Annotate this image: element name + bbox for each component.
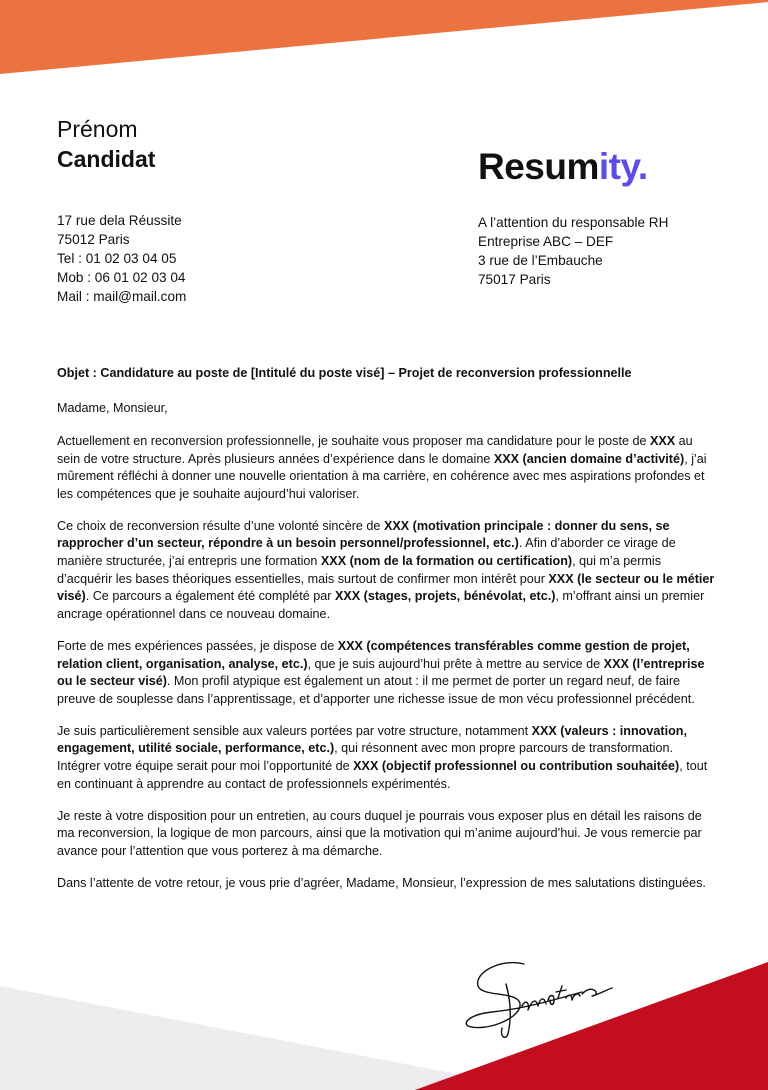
- recipient-city: 75017 Paris: [478, 272, 551, 287]
- recipient-address: [478, 213, 668, 289]
- sender-mail: Mail : mail@mail.com: [57, 289, 187, 304]
- recipient-street: 3 rue de l’Embauche: [478, 253, 603, 268]
- orange-top-band: [0, 0, 768, 74]
- letter-salutation: Madame, Monsieur,: [57, 401, 168, 415]
- p4-text-c: , qui résonnent avec mon propre parcours de transformation. Intégrer votre équipe serait pour moi l’opportunité de: [57, 741, 673, 773]
- p1-text-a: Actuellement en reconversion professionnelle, je souhaite vous proposer ma candidature pour le poste de: [57, 434, 650, 448]
- p2-placeholder-motivation: XXX (motivation principale : donner du sens, se rapprocher d’un secteur, répondre à un besoin personnel/professionnel, etc.): [57, 518, 670, 551]
- p1-text-c: au sein de votre structure. Après plusieurs années d’expérience dans le domaine: [57, 434, 693, 466]
- paragraph-1: [57, 433, 719, 503]
- sender-street: 17 rue dela Réussite: [57, 213, 182, 228]
- p1-placeholder-domain: XXX (ancien domaine d’activité): [493, 451, 685, 466]
- handwritten-signature: [462, 954, 622, 1044]
- p2-text-e: , qui m’a permis d’acquérir les bases théoriques essentielles, mais surtout de confirmer mon intérêt pour: [57, 554, 661, 586]
- sender-city: 75012 Paris: [57, 232, 130, 247]
- resumity-logo: [478, 146, 648, 188]
- sender-address: [57, 211, 186, 306]
- sender-tel: Tel : 01 02 03 04 05: [57, 251, 177, 266]
- p2-placeholder-formation: XXX (nom de la formation ou certification): [320, 554, 573, 569]
- p2-text-c: . Afin d’aborder ce virage de manière structurée, j’ai entrepris une formation: [57, 536, 676, 569]
- p1-placeholder-post: XXX: [649, 434, 676, 448]
- first-name: Prénom: [57, 116, 138, 142]
- paragraph-6: Dans l’attente de votre retour, je vous prie d’agréer, Madame, Monsieur, l’expression de mes salutations distinguées.: [57, 875, 706, 890]
- letter-subject: Objet : Candidature au poste de [Intitulé du poste visé] – Projet de reconversion professionnelle: [57, 366, 632, 380]
- p3-placeholder-skills: XXX (compétences transférables comme gestion de projet, relation client, organisation, analyse, etc.): [57, 638, 690, 671]
- p3-text-c: , que je suis aujourd’hui prête à mettre au service de: [307, 656, 604, 671]
- p3-text-a: Forte de mes expériences passées, je dispose de: [57, 638, 338, 653]
- letter-body: [57, 433, 719, 907]
- p2-placeholder-sector: XXX (le secteur ou le métier visé): [57, 571, 715, 604]
- p3-placeholder-company: XXX (l’entreprise ou le secteur visé): [57, 656, 705, 689]
- p1-text-e: , j’ai mûrement réfléchi à donner une nouvelle orientation à ma carrière, en cohérence avec mes aspirations profondes et les compétences que je souhaite aujourd’hui valoriser.: [57, 451, 707, 501]
- p2-text-i: , m’offrant ainsi un premier ancrage opérationnel dans ce nouveau domaine.: [57, 589, 705, 621]
- p4-text-a: Je suis particulièrement sensible aux valeurs portées par votre structure, notamment: [57, 723, 532, 738]
- p2-text-a: Ce choix de reconversion résulte d’une volonté sincère de: [57, 518, 384, 533]
- sender-mobile: Mob : 06 01 02 03 04: [57, 270, 186, 285]
- logo-main: Resum: [478, 146, 599, 187]
- last-name: Candidat: [57, 146, 156, 172]
- logo-accent: ity.: [598, 146, 648, 187]
- p3-text-e: . Mon profil atypique est également un atout : il me permet de porter un regard neuf, de faire preuve de souplesse dans l’apprentissage, et d’apporter une richesse issue de mon vécu professionnel précédent.: [57, 674, 695, 706]
- paragraph-2: [57, 518, 719, 624]
- p4-placeholder-objective: XXX (objectif professionnel ou contribution souhaitée): [353, 759, 680, 773]
- p4-text-e: , tout en continuant à apprendre au contact de professionnels expérimentés.: [57, 759, 708, 791]
- p4-placeholder-values: XXX (valeurs : innovation, engagement, utilité sociale, performance, etc.): [57, 723, 687, 756]
- paragraph-3: [57, 638, 719, 708]
- recipient-company: Entreprise ABC – DEF: [478, 234, 614, 249]
- recipient-attention: A l’attention du responsable RH: [478, 215, 669, 230]
- p2-placeholder-experience: XXX (stages, projets, bénévolat, etc.): [334, 589, 556, 604]
- paragraph-4: [57, 723, 719, 793]
- paragraph-5: Je reste à votre disposition pour un entretien, au cours duquel je pourrais vous exposer plus en détail les raisons de ma reconversion, la logique de mon parcours, ainsi que la motivation qui m’anime aujourd’hui. Je vous remercie par avance pour l’attention que vous porterez à ma démarche.: [57, 808, 702, 858]
- p2-text-g: . Ce parcours a également été complété par: [85, 589, 335, 604]
